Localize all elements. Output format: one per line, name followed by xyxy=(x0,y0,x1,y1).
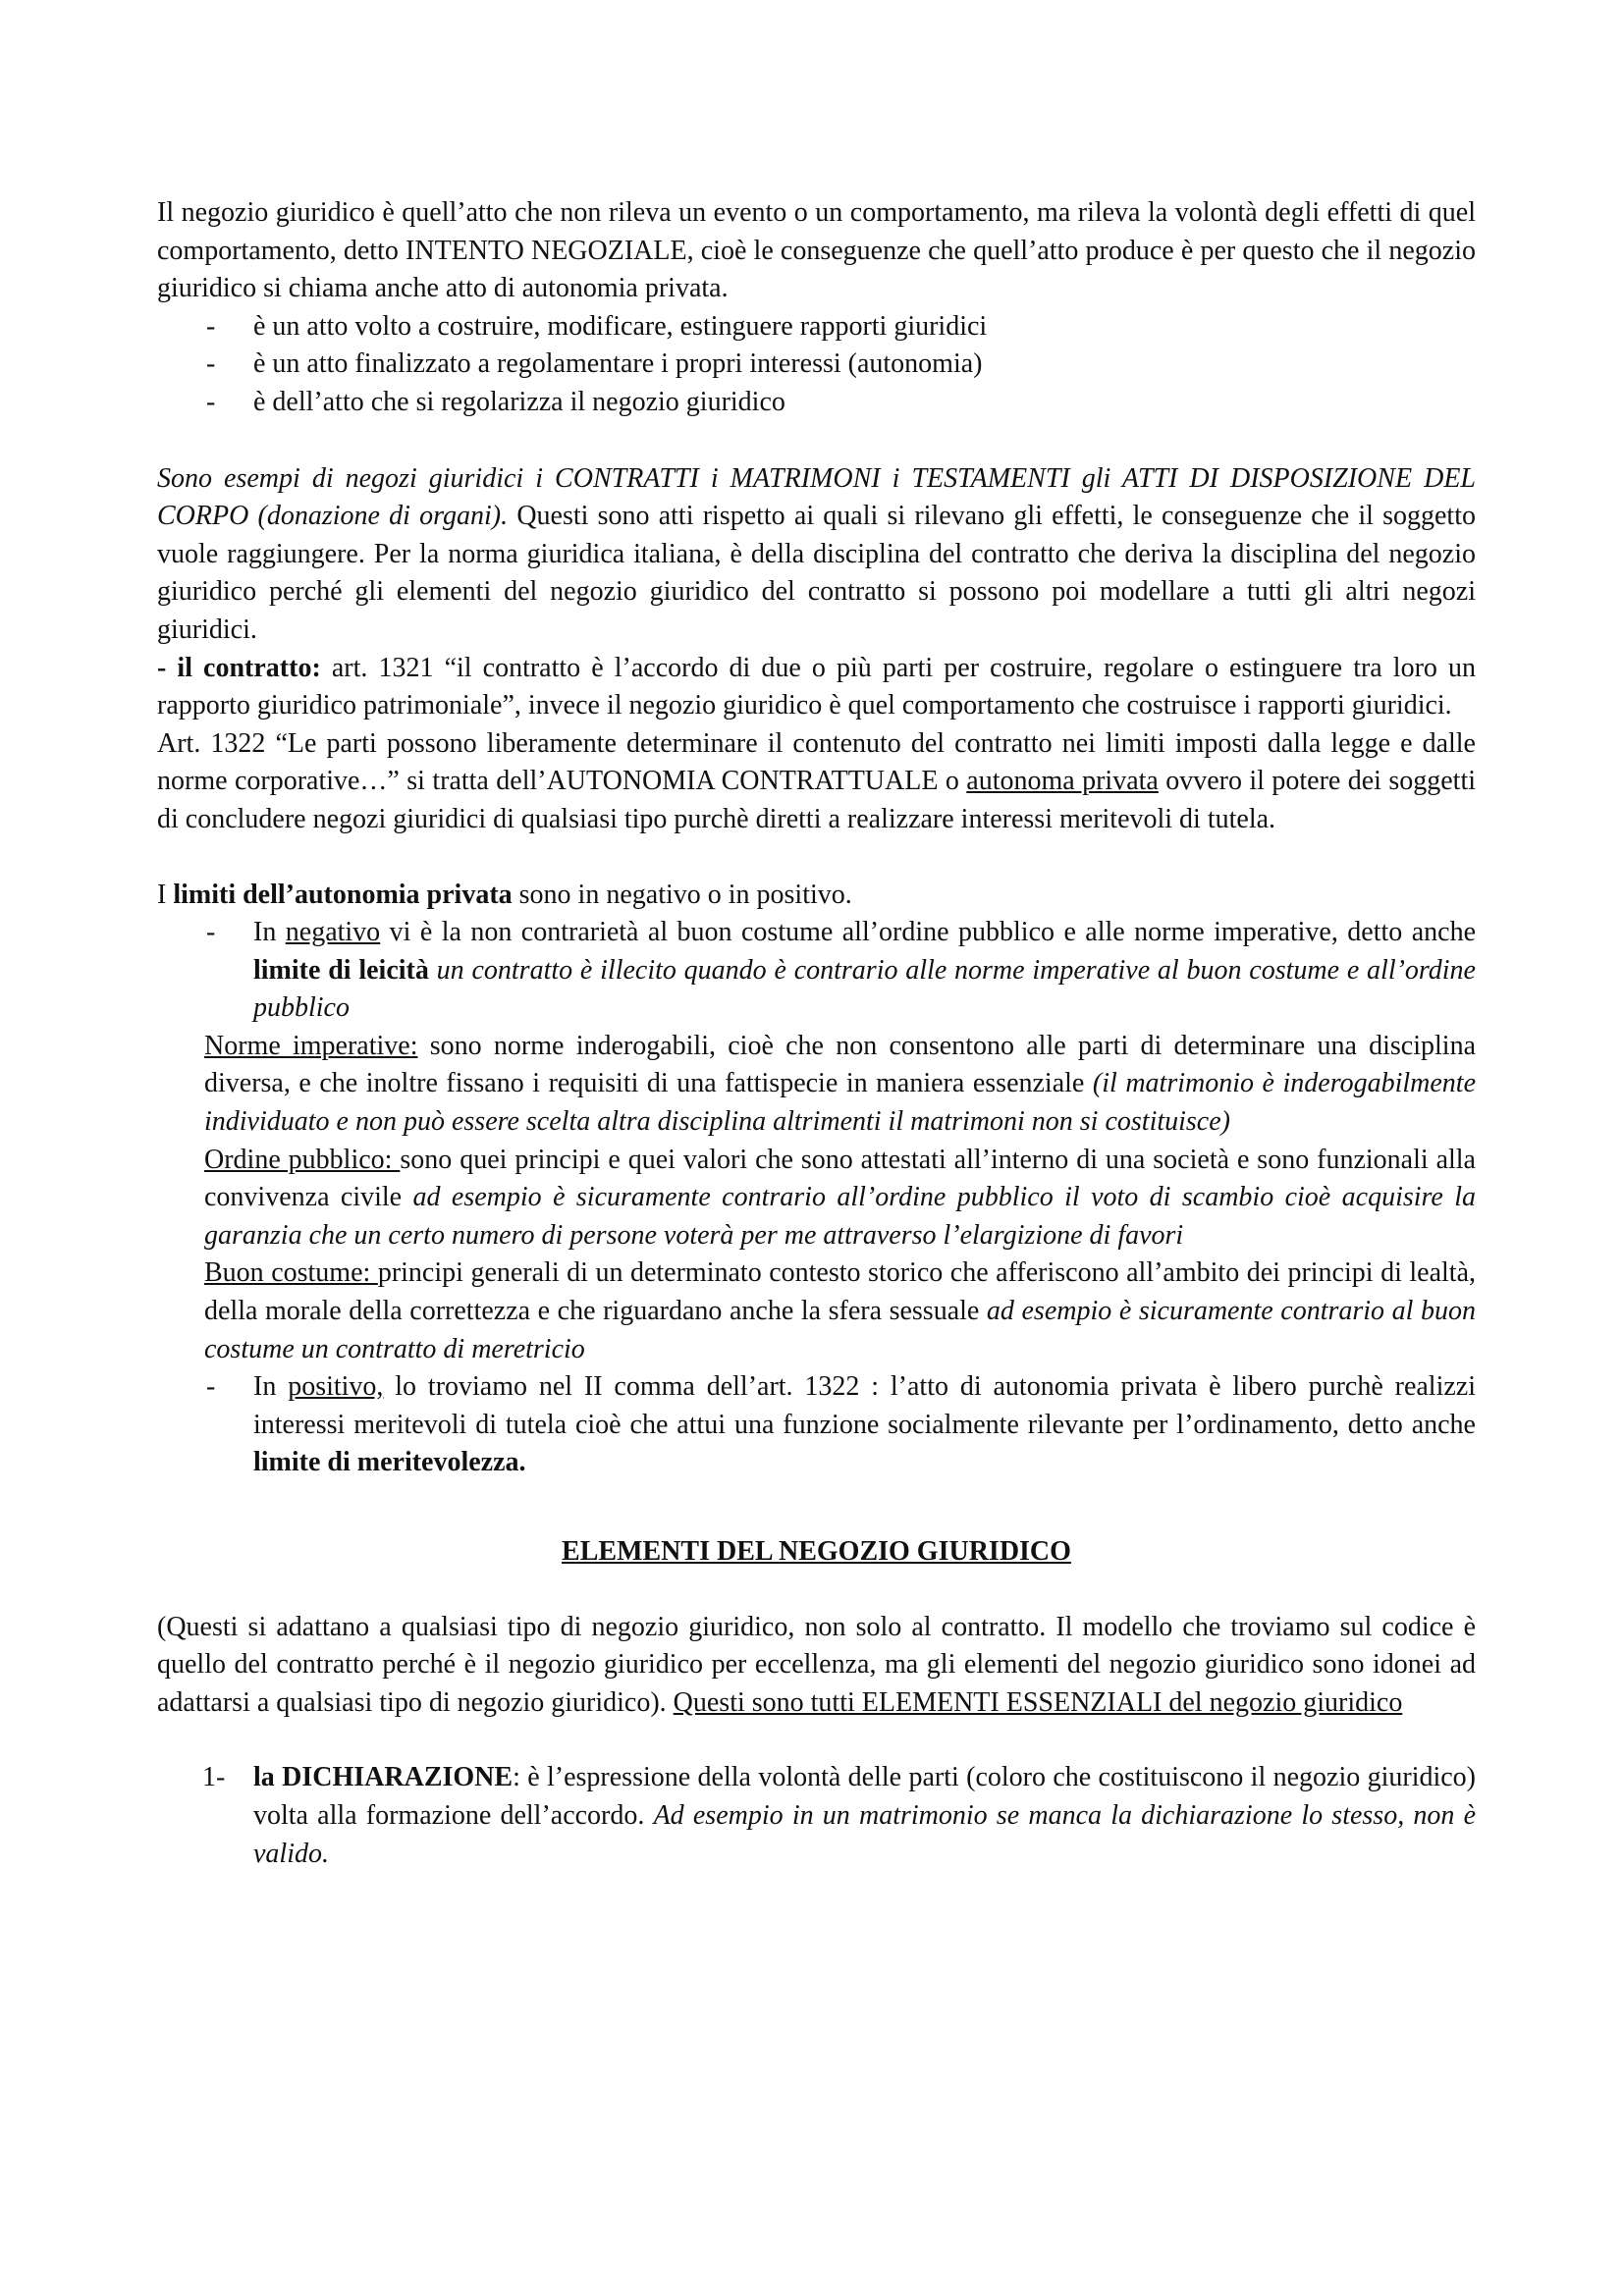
norme-imperative-paragraph xyxy=(157,1028,1476,1142)
buon-costume-text: principi generali di un determinato contesto storico che afferiscono all’ambito dei principi di lealtà, della morale della correttezza e che riguardano anche la sfera sessuale xyxy=(204,1257,1476,1327)
item-italic: Ad esempio in un matrimonio se manca la dichiarazione lo stesso, non è valido. xyxy=(253,1799,1477,1869)
limiti-paragraph xyxy=(157,877,1476,915)
contratto-text: art. 1321 “il contratto è l’accordo di due o più parti per costruire, regolare o estinguere tra loro un rapporto giuridico patrimoniale”, invece il negozio giuridico è quel comportamento che costruisce i rapporti giuridici. xyxy=(157,652,1476,721)
positivo-underlined: positivo, xyxy=(288,1371,384,1403)
contratto-label: - il contratto: xyxy=(157,652,321,683)
limiti-negativo-item xyxy=(157,914,1476,1028)
buon-costume-paragraph xyxy=(157,1255,1476,1368)
ordine-pubblico-paragraph xyxy=(157,1142,1476,1255)
ordine-pubblico-italic: ad esempio è sicuramente contrario all’ordine pubblico il voto di scambio cioè acquisire la garanzia che un certo numero di persone voterà per me attraverso l’elargizione di favori xyxy=(204,1182,1476,1251)
negativo-underlined: negativo xyxy=(285,917,381,948)
intro-bullet-list xyxy=(157,308,1476,422)
art1322-text-after: ovvero il potere dei soggetti di concludere negozi giuridici di qualsiasi tipo purchè diretti a realizzare interessi meritevoli di tutela. xyxy=(157,766,1476,834)
examples-paragraph xyxy=(157,460,1476,650)
section-intro-underlined: Questi sono tutti ELEMENTI ESSENZIALI del negozio giuridico xyxy=(673,1686,1403,1718)
contratto-paragraph xyxy=(157,650,1476,725)
buon-costume-label: Buon costume: xyxy=(204,1257,378,1289)
item-bold: la DICHIARAZIONE xyxy=(253,1762,514,1793)
positivo-pre: In xyxy=(253,1371,289,1403)
negativo-text: vi è la non contrarietà al buon costume all’ordine pubblico e alle norme imperative, detto anche xyxy=(380,917,1476,948)
numbered-item-dichiarazione xyxy=(157,1759,1476,1873)
section-intro-paragraph xyxy=(157,1609,1476,1723)
limiti-bold: limiti dell’autonomia privata xyxy=(173,879,513,910)
limiti-list-positivo xyxy=(157,1368,1476,1482)
positivo-bold: limite di meritevolezza. xyxy=(253,1447,526,1478)
document-body xyxy=(157,194,1476,1873)
norme-imperative-italic: (il matrimonio è inderogabilmente individuato e non può essere scelta altra disciplina altrimenti il matrimoni non si costituisce) xyxy=(204,1068,1476,1138)
negativo-pre: In xyxy=(253,917,286,948)
item-text: : è l’espressione della volontà delle parti (coloro che costituiscono il negozio giuridico) volta alla formazione dell’accordo. xyxy=(253,1762,1477,1831)
art1322-text: Art. 1322 “Le parti possono liberamente determinare il contenuto del contratto nei limiti imposti dalla legge e dalle norme corporative…” si tratta dell’AUTONOMIA CONTRATTUALE o xyxy=(157,727,1476,797)
section-title: ELEMENTI DEL NEGOZIO GIURIDICO xyxy=(562,1536,1071,1567)
norme-imperative-label: Norme imperative: xyxy=(204,1030,418,1061)
limiti-suffix: sono in negativo o in positivo. xyxy=(512,879,852,910)
examples-italic: Sono esempi di negozi giuridici i CONTRATTI i MATRIMONI i TESTAMENTI gli ATTI DI DISPOSIZIONE DEL CORPO (donazione di organi). xyxy=(157,462,1476,532)
art1322-underlined: autonoma privata xyxy=(966,766,1159,797)
limiti-list xyxy=(157,914,1476,1028)
buon-costume-italic: ad esempio è sicuramente contrario al buon costume un contratto di meretricio xyxy=(204,1296,1476,1364)
item-number: 1- xyxy=(202,1762,226,1793)
ordine-pubblico-label: Ordine pubblico: xyxy=(204,1144,401,1175)
art1322-paragraph xyxy=(157,725,1476,839)
positivo-text: lo troviamo nel II comma dell’art. 1322 : l’atto di autonomia privata è libero purchè realizzi interessi meritevoli di tutela cioè che attui una funzione socialmente rilevante per l’ordinamento, detto anche xyxy=(253,1371,1476,1440)
norme-imperative-text: sono norme inderogabili, cioè che non consentono alle parti di determinare una disciplina diversa, e che inoltre fissano i requisiti di una fattispecie in maniera essenziale xyxy=(204,1030,1476,1099)
intro-bullet: - è un atto finalizzato a regolamentare i propri interessi (autonomia) xyxy=(157,346,1476,384)
intro-bullet: - è dell’atto che si regolarizza il negozio giuridico xyxy=(157,384,1476,422)
ordine-pubblico-text: sono quei principi e quei valori che sono attestati all’interno di una società e sono funzionali alla convivenza civile xyxy=(204,1144,1476,1213)
limiti-positivo-item xyxy=(157,1368,1476,1482)
intro-paragraph: Il negozio giuridico è quell’atto che non rileva un evento o un comportamento, ma rileva la volontà degli effetti di quel comportamento, detto INTENTO NEGOZIALE, cioè le conseguenze che quell’atto produce è per questo che il negozio giuridico si chiama anche atto di autonomia privata. xyxy=(157,197,1476,304)
section-intro-text: (Questi si adattano a qualsiasi tipo di negozio giuridico, non solo al contratto. Il modello che troviamo sul codice è quello del contratto perché è il negozio giuridico per eccellenza, ma gli elementi del negozio giuridico sono idonei ad adattarsi a qualsiasi tipo di negozio giuridico). xyxy=(157,1611,1476,1718)
negativo-bold: limite di leicità xyxy=(253,954,429,986)
negativo-italic: un contratto è illecito quando è contrario alle norme imperative al buon costume e all’ordine pubblico xyxy=(253,954,1476,1024)
limiti-prefix: I xyxy=(157,879,174,910)
intro-bullet: - è un atto volto a costruire, modificare, estinguere rapporti giuridici xyxy=(157,308,1476,347)
examples-text: Questi sono atti rispetto ai quali si rilevano gli effetti, le conseguenze che il soggetto vuole raggiungere. Per la norma giuridica italiana, è della disciplina del contratto che deriva la disciplina del negozio giuridico perché gli elementi del negozio giuridico del contratto si possono poi modellare a tutti gli altri negozi giuridici. xyxy=(157,501,1476,645)
